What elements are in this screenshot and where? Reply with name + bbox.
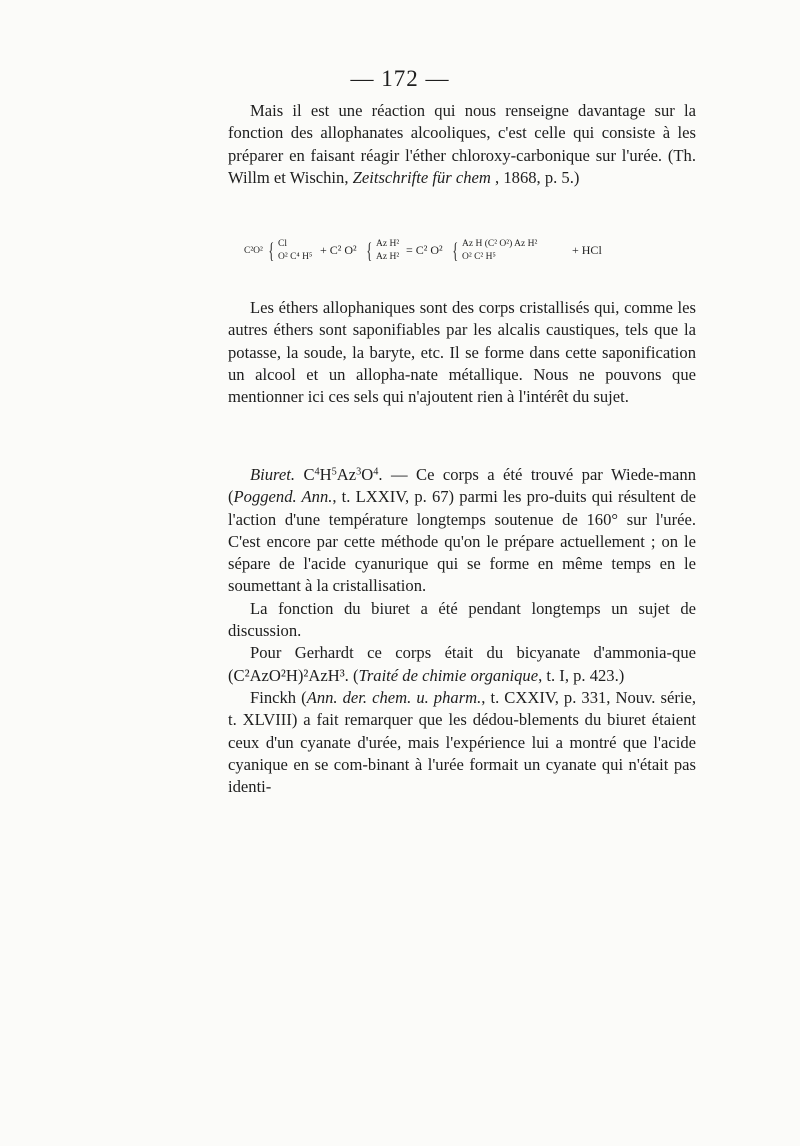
para3-text-end: , t. LXXIV, p. 67) parmi les pro-duits qui résultent de l'action d'une température longtemps soutenue de 160° sur l'urée. C'est encore par cette méthode qu'on le prépare actuellement ; on le sépare de l'acide cyanurique qui se forme en même temps en le soumettant à la cristallisation. [228, 487, 696, 596]
formula-term-c2o2: C²O² [244, 246, 263, 256]
biuret-formula-o: O [361, 465, 374, 484]
biuret-formula-h: H [319, 465, 332, 484]
formula-term-o2c2h5: O² C² H⁵ [462, 252, 496, 262]
formula-term-plus-c2o2: + C² O² [320, 243, 357, 257]
paragraph-allophanic-ethers [228, 297, 696, 408]
journal-reference: Zeitschrifte für chem [352, 167, 491, 187]
para4-text: La fonction du biuret a été pendant longtemps un sujet de discussion. [228, 598, 696, 641]
brace-left: { [268, 238, 275, 263]
formula-term-plus-hcl: + HCl [572, 243, 602, 257]
paragraph-biuret-section [228, 464, 696, 798]
formula-term-equals-c2o2: = C² O² [406, 243, 443, 257]
formula-term-allophanic: Az H (C² O²) Az H² [462, 239, 538, 249]
para2-text: Les éthers allophaniques sont des corps cristallisés qui, comme les autres éthers sont saponifiables par les alcalis caustiques, tels que la potasse, la soude, la baryte, etc. Il se forme dans cette saponification un alcool et un allopha-nate métallique. Nous ne pouvons que mentionner ici ces sels qui n'ajoutent rien à l'intérêt du sujet. [228, 298, 696, 407]
annalen-reference: Ann. der. chem. u. pharm. [306, 687, 482, 707]
sup-4: 4 [373, 466, 379, 478]
brace-right: { [452, 238, 459, 263]
formula-term-cl: Cl [278, 239, 287, 249]
formula-term-azh2-bottom: Az H² [376, 252, 400, 262]
para1-text-end: , 1868, p. 5.) [490, 167, 580, 187]
poggend-reference: Poggend. Ann. [233, 487, 333, 507]
para3-text: . — Ce corps a été trouvé par Wiede-mann ( [228, 465, 696, 507]
traite-reference: Traité de chimie organique [358, 665, 539, 685]
para5-text: Pour Gerhardt ce corps était du bicyanate d'ammonia-que (C²AzO²H)²AzH³. ( [228, 643, 696, 685]
paragraph-allophanates-preparation [228, 100, 696, 189]
brace-middle: { [366, 238, 373, 263]
para1-text: Mais il est une réaction qui nous renseigne davantage sur la fonction des allophanates alcooliques, c'est celle qui consiste à les préparer en faisant réagir l'éther chloroxy-carbonique sur l'urée. (Th. Willm et Wischin, [228, 101, 696, 187]
para5-text-end: , t. I, p. 423.) [538, 665, 625, 685]
para6-text: Finckh ( [250, 687, 307, 707]
biuret-heading: Biuret. [250, 465, 296, 484]
page-number: — 172 — [350, 66, 450, 91]
formula-term-azh2-top: Az H² [376, 239, 400, 249]
sup-2: 5 [331, 466, 337, 478]
para6-text-end: , t. CXXIV, p. 331, Nouv. série, t. XLVIII) a fait remarquer que les dédou-blements du biuret étaient ceux d'un cyanate d'urée, mais l'expérience lui a montré que l'acide cyanique en se com-binant à l'urée formait un cyanate qui n'était pas identi- [228, 687, 696, 797]
formula-term-o2c4h5: O² C⁴ H⁵ [278, 252, 313, 262]
biuret-formula-c: C [295, 465, 315, 484]
sup-1: 4 [314, 466, 320, 478]
sup-3: 3 [356, 466, 362, 478]
biuret-formula-az: Az [336, 465, 357, 484]
